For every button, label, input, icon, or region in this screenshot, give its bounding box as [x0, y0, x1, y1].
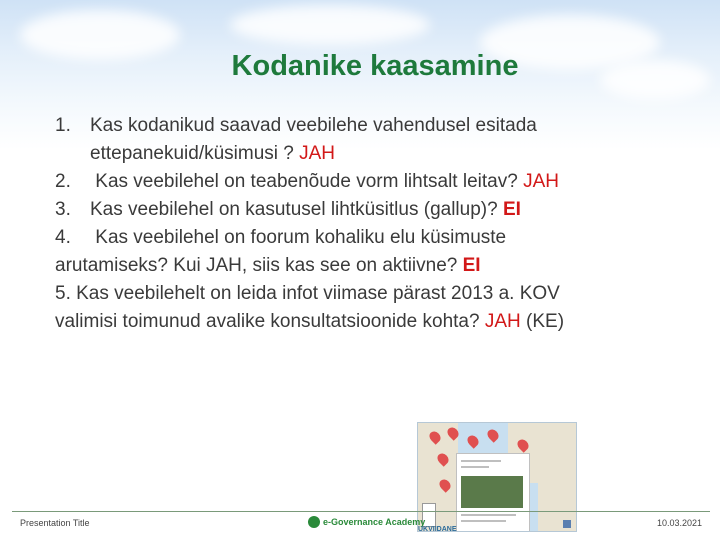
map-pin-icon	[485, 427, 501, 443]
list-item: 1. Kas kodanikud saavad veebilehe vahendusel esitada	[55, 115, 537, 136]
partner-logo: UKVIIDANE	[418, 526, 457, 533]
square-icon	[563, 520, 571, 528]
answer-jah: JAH	[299, 143, 336, 164]
list-item-continuation: arutamiseks? Kui JAH, siis kas see on aktiivne? EI	[55, 255, 481, 276]
answer-ei: EI	[502, 199, 521, 220]
list-item: 4. Kas veebilehel on foorum kohaliku elu küsimuste	[55, 227, 507, 248]
answer-jah: JAH	[523, 171, 559, 192]
answer-ei: EI	[462, 255, 481, 276]
map-pin-icon	[465, 433, 481, 449]
slide-title: Kodanike kaasamine	[231, 50, 519, 82]
map-card-photo	[461, 476, 523, 508]
list-item-continuation: ettepanekuid/küsimusi ? JAH	[90, 143, 336, 164]
map-info-card	[456, 453, 530, 532]
footer-divider	[12, 511, 710, 512]
ega-logo-icon	[308, 516, 320, 528]
list-item: 5. Kas veebilehelt on leida infot viimase pärast 2013 a. KOV	[55, 283, 560, 304]
footer-presentation-title: Presentation Title	[20, 518, 90, 528]
answer-jah: JAH	[484, 311, 521, 332]
footer-date: 10.03.2021	[656, 518, 702, 528]
question-list	[55, 112, 675, 336]
map-screenshot	[417, 422, 577, 532]
list-item-continuation: valimisi toimunud avalike konsultatsioonide kohta? JAH (KE)	[55, 311, 565, 332]
list-item: 3. Kas veebilehel on kasutusel lihtküsitlus (gallup)? EI	[55, 199, 521, 220]
list-item: 2. Kas veebilehel on teabenõude vorm lihtsalt leitav? JAH	[55, 171, 559, 192]
ega-logo: e-Governance Academy	[308, 516, 425, 528]
